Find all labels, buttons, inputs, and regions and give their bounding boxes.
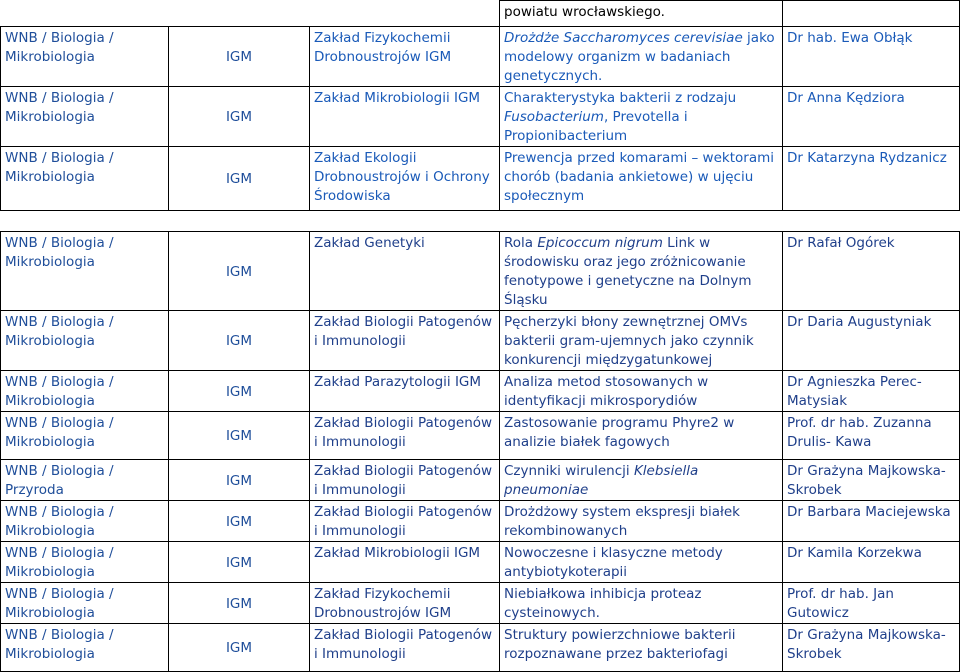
field-cell: WNB / Biologia / Mikrobiologia: [1, 371, 169, 412]
institute-cell: IGM: [169, 27, 310, 87]
topic-title-italic: Fusobacterium: [504, 109, 604, 125]
topic-title-rest: Link w środowisku oraz jego zróżnicowanie fenotypowe i genetyczne na Dolnym Śląsku: [504, 235, 752, 308]
supervisor-cell: Dr Agnieszka Perec-Matysiak: [783, 371, 960, 412]
department-cell: Zakład Ekologii Drobnoustrojów i Ochrony Środowiska: [310, 147, 500, 211]
topic-title-text: Charakterystyka bakterii z rodzaju: [504, 90, 737, 106]
institute-cell: IGM: [169, 460, 310, 501]
topic-title-cell: [500, 583, 783, 624]
department-cell: Zakład Biologii Patogenów i Immunologii: [310, 460, 500, 501]
supervisor-cell: Dr Grażyna Majkowska-Skrobek: [783, 460, 960, 501]
field-cell: WNB / Biologia / Mikrobiologia: [1, 542, 169, 583]
topic-title-cell: [500, 147, 783, 211]
table-row: [1, 232, 960, 311]
topic-title-text: Nowoczesne i klasyczne metody antybiotykoterapii: [504, 545, 723, 580]
supervisor-cell: Dr hab. Ewa Obłąk: [783, 27, 960, 87]
topic-title-cell: [500, 311, 783, 371]
department-cell: Zakład Parazytologii IGM: [310, 371, 500, 412]
supervisor-cell: Dr Barbara Maciejewska: [783, 501, 960, 542]
table-row: [1, 87, 960, 147]
table-row: [1, 583, 960, 624]
field-cell: WNB / Biologia / Mikrobiologia: [1, 27, 169, 87]
topic-title-cell: [500, 501, 783, 542]
department-cell: Zakład Biologii Patogenów i Immunologii: [310, 624, 500, 672]
topic-title-text: Struktury powierzchniowe bakterii rozpoznawane przez bakteriofagi: [504, 627, 736, 662]
topic-title-cell: [500, 232, 783, 311]
table-row: [1, 412, 960, 460]
institute-cell: IGM: [169, 311, 310, 371]
supervisor-cell: Dr Katarzyna Rydzanicz: [783, 147, 960, 211]
topic-title-italic: Klebsiella pneumoniae: [504, 463, 699, 498]
institute-cell: IGM: [169, 412, 310, 460]
table-row: [1, 460, 960, 501]
topic-title-italic: Epicoccum nigrum: [537, 235, 663, 251]
topic-title-cell: [500, 87, 783, 147]
department-cell: Zakład Biologii Patogenów i Immunologii: [310, 311, 500, 371]
institute-cell: IGM: [169, 371, 310, 412]
table-row: [1, 371, 960, 412]
topic-title-text: Zastosowanie programu Phyre2 w analizie białek fagowych: [504, 415, 735, 450]
table-row: [1, 147, 960, 211]
department-cell: Zakład Fizykochemii Drobnoustrojów IGM: [310, 27, 500, 87]
field-cell: WNB / Biologia / Mikrobiologia: [1, 412, 169, 460]
field-cell: WNB / Biologia / Przyroda: [1, 460, 169, 501]
topic-title-text: Pęcherzyki błony zewnętrznej OMVs bakterii gram-ujemnych jako czynnik konkurencji międzygatunkowej: [504, 314, 754, 368]
department-cell: Zakład Biologii Patogenów i Immunologii: [310, 412, 500, 460]
field-cell: WNB / Biologia / Mikrobiologia: [1, 232, 169, 311]
field-cell: WNB / Biologia / Mikrobiologia: [1, 583, 169, 624]
department-cell: Zakład Biologii Patogenów i Immunologii: [310, 501, 500, 542]
institute-cell: IGM: [169, 232, 310, 311]
department-cell: Zakład Genetyki: [310, 232, 500, 311]
field-cell: WNB / Biologia / Mikrobiologia: [1, 311, 169, 371]
topic-title-rest: jako modelowy organizm w badaniach genetycznych.: [504, 30, 775, 84]
topic-title-text: Prewencja przed komarami – wektorami chorób (badania ankietowe) w ujęciu społecznym: [504, 150, 774, 204]
supervisor-cell: Dr Grażyna Majkowska-Skrobek: [783, 624, 960, 672]
topic-title-text: Niebiałkowa inhibicja proteaz cysteinowych.: [504, 586, 702, 621]
field-cell: WNB / Biologia / Mikrobiologia: [1, 501, 169, 542]
supervisor-cell: Prof. dr hab. Jan Gutowicz: [783, 583, 960, 624]
topic-title-cell: [500, 27, 783, 87]
institute-cell: IGM: [169, 624, 310, 672]
table-row: [1, 624, 960, 672]
topic-title-cell: [500, 371, 783, 412]
institute-cell: IGM: [169, 501, 310, 542]
department-cell: Zakład Mikrobiologii IGM: [310, 87, 500, 147]
supervisor-cell: Dr Kamila Korzekwa: [783, 542, 960, 583]
header-continuation-row: [1, 1, 960, 27]
field-cell: WNB / Biologia / Mikrobiologia: [1, 624, 169, 672]
topic-title-cell: [500, 542, 783, 583]
topic-title-text: Rola: [504, 235, 538, 251]
department-cell: Zakład Fizykochemii Drobnoustrojów IGM: [310, 583, 500, 624]
section-gap-row: [1, 211, 960, 232]
institute-cell: IGM: [169, 147, 310, 211]
continued-title-cell: powiatu wrocławskiego.: [500, 1, 783, 27]
topic-title-text: Drożdżowy system ekspresji białek rekombinowanych: [504, 504, 740, 539]
institute-cell: IGM: [169, 87, 310, 147]
table-row: [1, 27, 960, 87]
topic-title-rest: , Prevotella i Propionibacterium: [504, 109, 688, 144]
topic-title-cell: [500, 412, 783, 460]
topic-title-cell: [500, 460, 783, 501]
supervisor-cell: Dr Rafał Ogórek: [783, 232, 960, 311]
supervisor-cell: Prof. dr hab. Zuzanna Drulis- Kawa: [783, 412, 960, 460]
department-cell: Zakład Mikrobiologii IGM: [310, 542, 500, 583]
supervisor-cell: Dr Anna Kędziora: [783, 87, 960, 147]
field-cell: WNB / Biologia / Mikrobiologia: [1, 147, 169, 211]
topic-title-cell: [500, 624, 783, 672]
table-row: [1, 501, 960, 542]
topic-title-italic: Drożdże Saccharomyces cerevisiae: [504, 30, 743, 46]
table-row: [1, 542, 960, 583]
topic-title-text: Analiza metod stosowanych w identyfikacji mikrosporydiów: [504, 374, 709, 409]
table-row: [1, 311, 960, 371]
institute-cell: IGM: [169, 542, 310, 583]
field-cell: WNB / Biologia / Mikrobiologia: [1, 87, 169, 147]
topic-title-text: Czynniki wirulencji: [504, 463, 634, 479]
institute-cell: IGM: [169, 583, 310, 624]
supervisor-cell: Dr Daria Augustyniak: [783, 311, 960, 371]
